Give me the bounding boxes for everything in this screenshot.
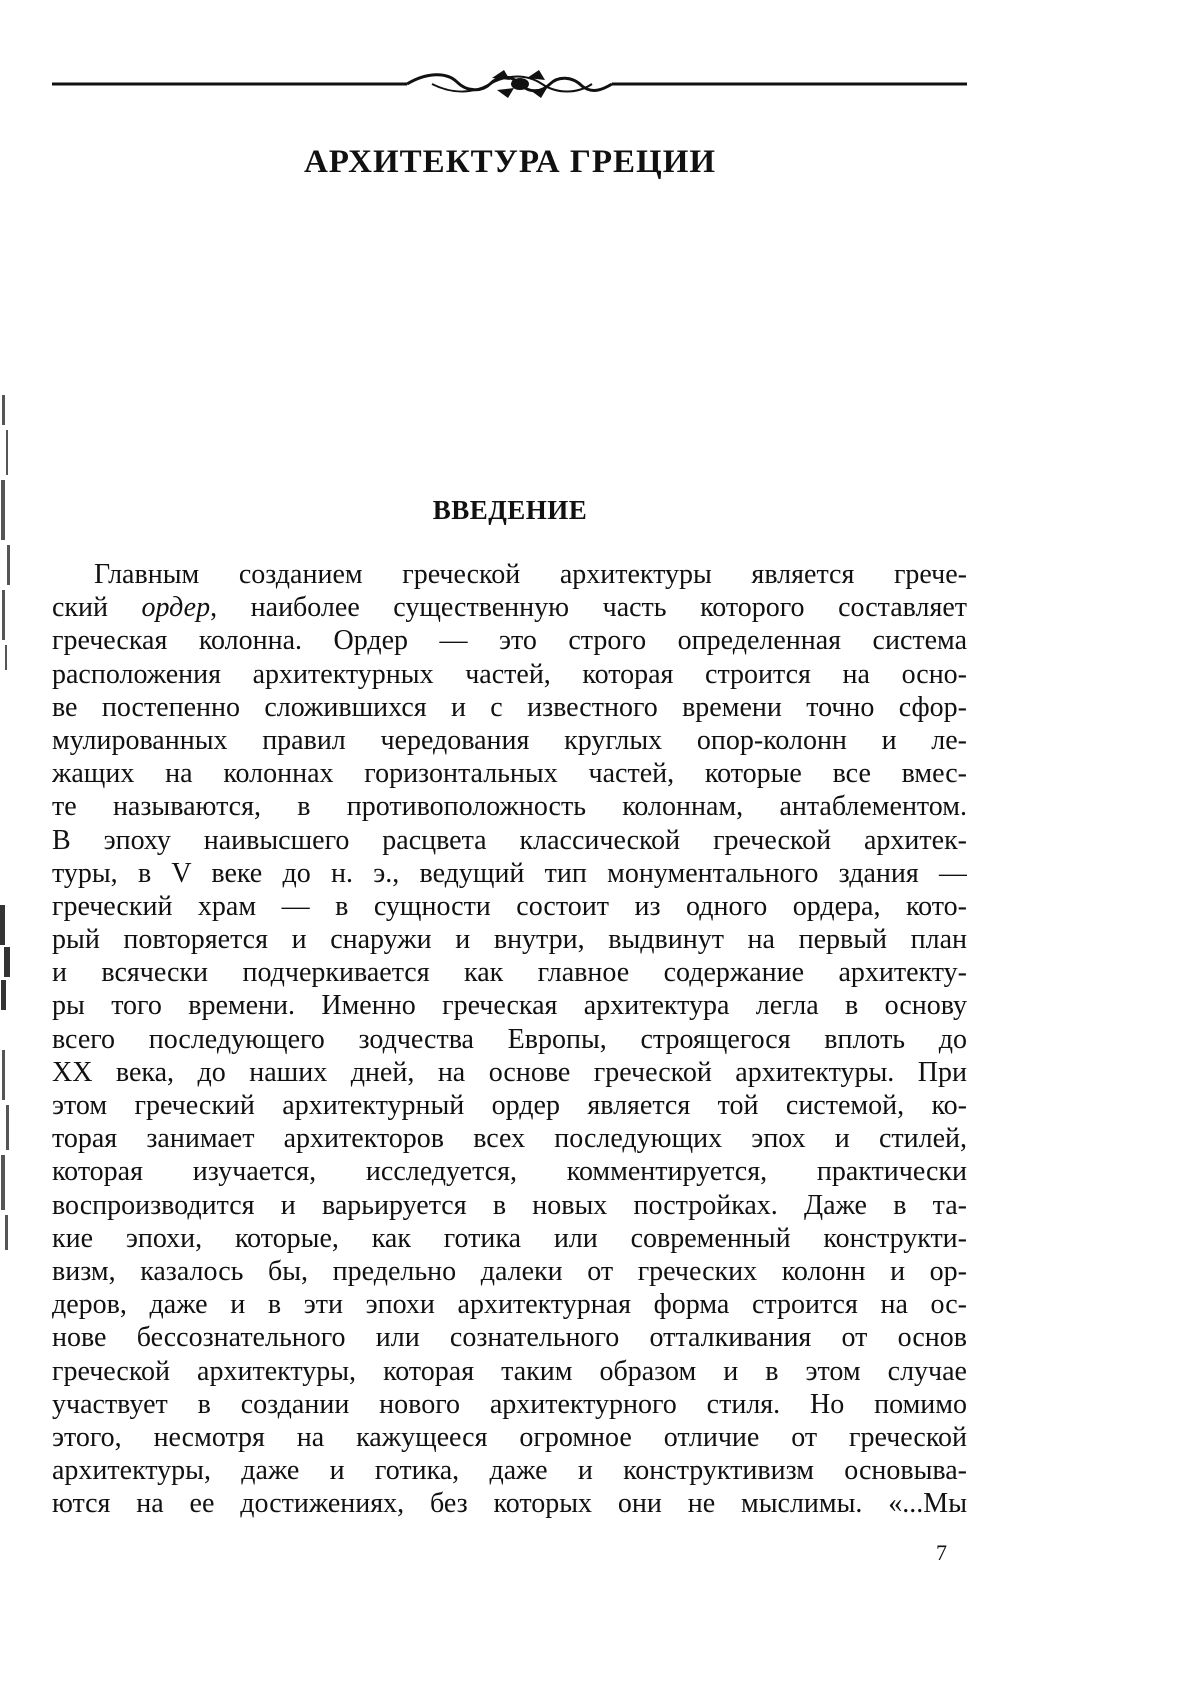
line-text: жащих на колоннах горизонтальных частей, которые все вмес- [52,758,967,790]
paragraph-line [52,1056,967,1089]
paragraph-line [52,1122,967,1155]
emphasized-term: ордер [141,592,211,624]
paragraph-line [52,1089,967,1122]
line-text: греческой архитектуры, которая таким образом и в этом случае [52,1355,967,1387]
paragraph-line [52,591,967,624]
paragraph-line [52,956,967,989]
line-text: В эпоху наивысшего расцвета классической греческой архитек- [52,824,967,856]
paragraph-line [52,691,967,724]
page-number: 7 [936,1540,947,1565]
body-paragraph [52,558,967,1520]
line-text: и всячески подчеркивается как главное содержание архитекту- [52,957,967,989]
line-text: , наиболее существенную часть которого составляет [210,592,967,624]
paragraph-line [52,1487,967,1520]
paragraph-line [52,1189,967,1222]
line-text: ются на ее достижениях, без которых они не мыслимы. «...Мы [52,1488,967,1520]
line-text: рый повторяется и снаружи и внутри, выдвинут на первый план [52,924,967,956]
line-text: греческая колонна. Ордер — это строго определенная система [52,625,967,657]
paragraph-line [52,1155,967,1188]
decorative-rule-ornament-icon [52,68,967,100]
paragraph-line [52,1454,967,1487]
paragraph-line [52,1355,967,1388]
paragraph-line [52,1321,967,1354]
line-text: те называются, в противоположность колоннам, антаблементом. [52,791,967,823]
paragraph-line [52,757,967,790]
paragraph-line [52,658,967,691]
line-text: туры, в V веке до н. э., ведущий тип монументального здания — [52,857,967,889]
paragraph-line [52,923,967,956]
chapter-title: АРХИТЕКТУРА ГРЕЦИИ [303,144,717,180]
line-text: мулированных правил чередования круглых опор-колонн и ле- [52,724,967,756]
line-text: Главным созданием греческой архитектуры является грече- [94,559,967,590]
line-text: участвует в создании нового архитектурного стиля. Но помимо [52,1388,967,1420]
line-text: воспроизводится и варьируется в новых постройках. Даже в та- [52,1189,967,1221]
line-text: греческий храм — в сущности состоит из одного ордера, кото- [52,890,967,922]
line-text: ры того времени. Именно греческая архитектура легла в основу [52,990,967,1022]
line-text: ве постепенно сложившихся и с известного времени точно сфор- [52,691,967,723]
line-text: которая изучается, исследуется, комментируется, практически [52,1156,967,1188]
line-text: этом греческий архитектурный ордер является той системой, ко- [52,1090,967,1121]
line-text: XX века, до наших дней, на основе греческой архитектуры. При [52,1056,967,1088]
line-text: торая занимает архитекторов всех последующих эпох и стилей, [52,1123,967,1155]
paragraph-line [52,857,967,890]
scan-edge-noise [0,1050,12,1250]
paragraph-line [52,989,967,1022]
line-text: всего последующего зодчества Европы, строящегося вплоть до [52,1023,967,1055]
line-text: ский [52,592,142,624]
scan-edge-noise [0,395,12,670]
paragraph-line [52,1288,967,1321]
line-text: этого, несмотря на кажущееся огромное отличие от греческой [52,1421,967,1453]
paragraph-line [52,1421,967,1454]
paragraph-line [52,724,967,757]
line-text: визм, казалось бы, предельно далеки от греческих колонн и ор- [52,1255,967,1287]
paragraph-line [52,1023,967,1056]
paragraph-line [52,1388,967,1421]
paragraph-line [52,824,967,857]
paragraph-line [52,558,967,591]
paragraph-line [52,1222,967,1255]
line-text: кие эпохи, которые, как готика или современный конструкти- [52,1222,967,1254]
scan-edge-noise [0,905,12,1010]
paragraph-line [52,1255,967,1288]
line-text: расположения архитектурных частей, которая строится на осно- [52,658,967,690]
line-text: деров, даже и в эти эпохи архитектурная форма строится на ос- [52,1289,967,1321]
section-title: ВВЕДЕНИЕ [432,495,588,525]
line-text: архитектуры, даже и готика, даже и конструктивизм основыва- [52,1455,967,1487]
paragraph-line [52,624,967,657]
paragraph-line [52,790,967,823]
paragraph-line [52,890,967,923]
line-text: нове бессознательного или сознательного отталкивания от основ [52,1322,967,1354]
